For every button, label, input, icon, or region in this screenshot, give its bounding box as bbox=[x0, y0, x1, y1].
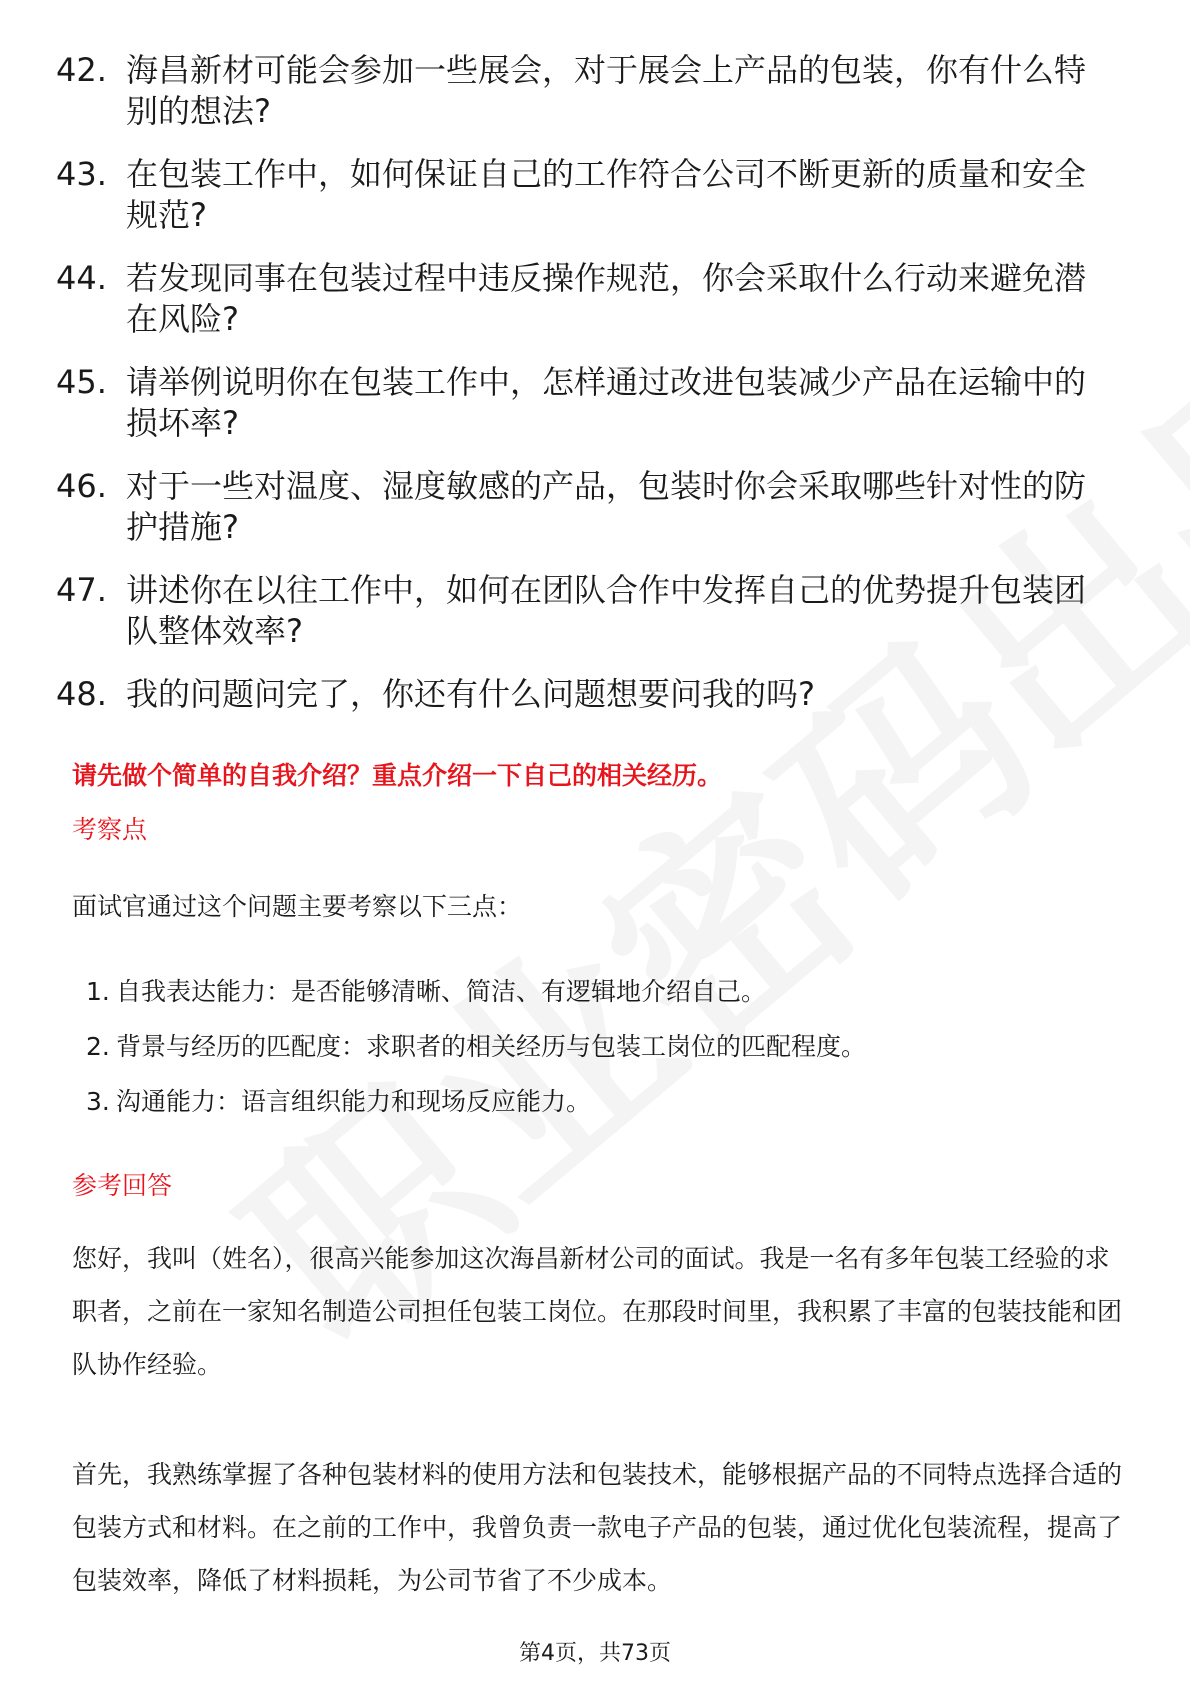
question-list bbox=[56, 50, 1116, 737]
assessment-point-list bbox=[72, 974, 1122, 1120]
point-text: 背景与经历的匹配度：求职者的相关经历与包装工岗位的匹配程度。 bbox=[116, 1032, 867, 1061]
point-number: 2. bbox=[86, 1032, 110, 1061]
point-number: 3. bbox=[86, 1087, 110, 1116]
question-item bbox=[56, 466, 1116, 548]
point-text: 自我表达能力：是否能够清晰、简洁、有逻辑地介绍自己。 bbox=[116, 977, 767, 1006]
answer-label: 参考回答 bbox=[72, 1171, 173, 1200]
question-text: 对于一些对温度、湿度敏感的产品，包装时你会采取哪些针对性的防护措施? bbox=[126, 467, 1087, 546]
page-number: 第4页，共73页 bbox=[519, 1641, 671, 1666]
question-item bbox=[56, 258, 1116, 340]
point-number: 1. bbox=[86, 977, 110, 1006]
answer-section bbox=[72, 1168, 1122, 1204]
question-item bbox=[56, 154, 1116, 236]
question-item bbox=[56, 50, 1116, 132]
question-number: 46. bbox=[56, 467, 107, 505]
answer-paragraph-text: 您好，我叫（姓名），很高兴能参加这次海昌新材公司的面试。我是一名有多年包装工经验的求职者，之前在一家知名制造公司担任包装工岗位。在那段时间里，我积累了丰富的包装技能和团队协作经验。 bbox=[72, 1244, 1123, 1379]
question-item bbox=[56, 570, 1116, 652]
question-text: 请举例说明你在包装工作中，怎样通过改进包装减少产品在运输中的损坏率? bbox=[126, 363, 1087, 442]
assessment-point bbox=[72, 1084, 1122, 1120]
assessment-point bbox=[72, 1029, 1122, 1065]
question-item bbox=[56, 674, 1116, 715]
assessment-points bbox=[72, 974, 1122, 1139]
question-text: 若发现同事在包装过程中违反操作规范，你会采取什么行动来避免潜在风险? bbox=[126, 259, 1087, 338]
question-number: 42. bbox=[56, 51, 107, 89]
assessment-label: 考察点 bbox=[72, 815, 148, 844]
assessment-point bbox=[72, 974, 1122, 1010]
assessment-intro-text: 面试官通过这个问题主要考察以下三点： bbox=[72, 892, 523, 921]
question-text: 我的问题问完了，你还有什么问题想要问我的吗? bbox=[126, 675, 815, 713]
question-item bbox=[56, 362, 1116, 444]
assessment-section bbox=[72, 812, 1122, 848]
question-text: 海昌新材可能会参加一些展会，对于展会上产品的包装，你有什么特别的想法? bbox=[126, 51, 1087, 130]
point-text: 沟通能力：语言组织能力和现场反应能力。 bbox=[116, 1087, 592, 1116]
question-number: 48. bbox=[56, 675, 107, 713]
question-number: 43. bbox=[56, 155, 107, 193]
question-text: 在包装工作中，如何保证自己的工作符合公司不断更新的质量和安全规范? bbox=[126, 155, 1087, 234]
featured-question-title bbox=[72, 758, 1122, 794]
question-number: 47. bbox=[56, 571, 107, 609]
answer-paragraph bbox=[72, 1448, 1122, 1607]
featured-question-heading: 请先做个简单的自我介绍？重点介绍一下自己的相关经历。 bbox=[72, 761, 723, 790]
assessment-intro bbox=[72, 880, 1122, 933]
page-footer bbox=[0, 1636, 1190, 1667]
answer-paragraph bbox=[72, 1232, 1122, 1391]
question-number: 44. bbox=[56, 259, 107, 297]
question-text: 讲述你在以往工作中，如何在团队合作中发挥自己的优势提升包装团队整体效率? bbox=[126, 571, 1087, 650]
answer-paragraph-text: 首先，我熟练掌握了各种包装材料的使用方法和包装技术，能够根据产品的不同特点选择合适的包装方式和材料。在之前的工作中，我曾负责一款电子产品的包装，通过优化包装流程，提高了包装效率，降低了材料损耗，为公司节省了不少成本。 bbox=[72, 1460, 1123, 1595]
question-number: 45. bbox=[56, 363, 107, 401]
